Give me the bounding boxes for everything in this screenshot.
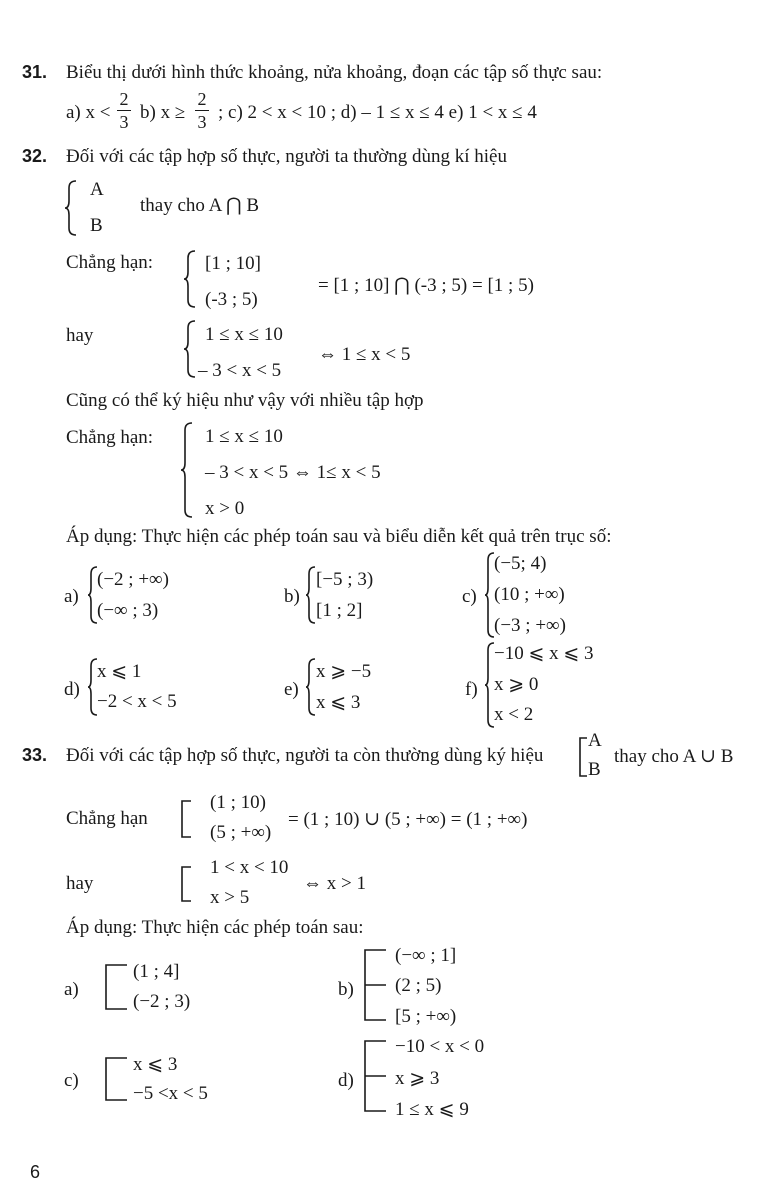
problem-b-label: b)	[284, 586, 300, 607]
union-bracket-icon	[104, 1057, 128, 1101]
problem-a-line-1: (−2 ; +∞)	[97, 569, 169, 590]
exercise-31-b: b) x ≥	[140, 102, 186, 123]
example-label-2: Chẳng hạn:	[66, 427, 154, 448]
union-bracket-icon	[578, 737, 588, 777]
problem-e-label: e)	[284, 679, 299, 700]
union-example-label: Chẳng hạn	[66, 808, 148, 829]
union-bracket-icon	[180, 800, 192, 838]
union-bracket-icon	[104, 964, 128, 1010]
notation-a: A	[90, 179, 104, 200]
problem-d-label: d)	[64, 679, 80, 700]
example-2-line-2: – 3 < x < 5	[198, 360, 282, 381]
page-number: 6	[30, 1162, 41, 1182]
example-3-line-1: 1 ≤ x ≤ 10	[205, 426, 283, 447]
exercise-33-text: Đối với các tập hợp số thực, người ta còn thường dùng ký hiệu	[66, 745, 544, 766]
example-3-line-3: x > 0	[205, 498, 245, 519]
example-label: Chẳng hạn:	[66, 252, 154, 273]
intersection-brace-icon	[183, 320, 197, 378]
problem-d-line-2: −2 < x < 5	[97, 691, 177, 712]
example-2-result: ⇔ 1 ≤ x < 5	[318, 344, 411, 365]
problem-e-line-1: x ⩾ −5	[316, 661, 372, 682]
apply-text: Áp dụng: Thực hiện các phép toán sau và biểu diễn kết quả trên trục số:	[66, 526, 612, 547]
intersection-brace-icon	[64, 180, 78, 236]
problem-b-line-1: [−5 ; 3)	[316, 569, 374, 590]
union-example-1-line-2: (5 ; +∞)	[210, 822, 272, 843]
problem-c-line-2: (10 ; +∞)	[494, 584, 565, 605]
problem-b-line-2: [1 ; 2]	[316, 600, 363, 621]
problem-a-line-2: (−∞ ; 3)	[97, 600, 159, 621]
union-example-1-line-1: (1 ; 10)	[210, 792, 266, 813]
fraction-numerator: 2	[197, 89, 207, 109]
notation-description: thay cho A ⋂ B	[140, 195, 260, 216]
fraction-two-thirds-b	[195, 90, 209, 131]
multi-set-text: Cũng có thể ký hiệu như vậy với nhiều tập hợp	[66, 390, 424, 411]
exercise-31-number: 31.	[22, 62, 48, 82]
exercise-31-rest: ; c) 2 < x < 10 ; d) – 1 ≤ x ≤ 4 e) 1 < x ≤ 4	[218, 102, 537, 123]
fraction-two-thirds-a	[117, 90, 131, 131]
fraction-denominator: 3	[197, 112, 207, 132]
union-problem-d-label: d)	[338, 1070, 354, 1091]
union-problem-b-line-1: (−∞ ; 1]	[395, 945, 457, 966]
union-problem-b-line-2: (2 ; 5)	[395, 975, 442, 996]
example-2-line-1: 1 ≤ x ≤ 10	[205, 324, 283, 345]
intersection-brace-icon	[180, 422, 194, 518]
union-problem-b-label: b)	[338, 979, 354, 1000]
union-problem-a-line-1: (1 ; 4]	[133, 961, 180, 982]
union-apply-text: Áp dụng: Thực hiện các phép toán sau:	[66, 917, 364, 938]
union-example-1-result: = (1 ; 10) ∪ (5 ; +∞) = (1 ; +∞)	[288, 809, 528, 830]
example-3-line-2: – 3 < x < 5 ⇔ 1≤ x < 5	[205, 462, 381, 483]
union-problem-c-line-1: x ⩽ 3	[133, 1054, 178, 1075]
union-problem-d-line-3: 1 ≤ x ⩽ 9	[395, 1099, 469, 1120]
union-notation-description: thay cho A ∪ B	[614, 746, 734, 767]
union-problem-c-label: c)	[64, 1070, 79, 1091]
exercise-31-text: Biểu thị dưới hình thức khoảng, nửa khoảng, đoạn các tập số thực sau:	[66, 62, 603, 83]
exercise-33-number: 33.	[22, 745, 48, 765]
problem-f-label: f)	[465, 679, 478, 700]
problem-c-line-3: (−3 ; +∞)	[494, 615, 566, 636]
problem-d-line-1: x ⩽ 1	[97, 661, 142, 682]
problem-f-line-1: −10 ⩽ x ⩽ 3	[494, 643, 594, 664]
problem-c-line-1: (−5; 4)	[494, 553, 547, 574]
fraction-numerator: 2	[119, 89, 129, 109]
union-bracket-icon	[180, 866, 192, 902]
union-problem-d-line-1: −10 < x < 0	[395, 1036, 485, 1057]
union-notation-b: B	[588, 759, 601, 780]
union-example-2-result: ⇔ x > 1	[303, 873, 366, 894]
exercise-32-text: Đối với các tập hợp số thực, người ta thường dùng kí hiệu	[66, 146, 507, 167]
problem-e-line-2: x ⩽ 3	[316, 692, 361, 713]
union-example-2-line-1: 1 < x < 10	[210, 857, 289, 878]
union-problem-d-line-2: x ⩾ 3	[395, 1068, 440, 1089]
problem-a-label: a)	[64, 586, 79, 607]
exercise-31-a: a) x <	[66, 102, 111, 123]
union-problem-b-line-3: [5 ; +∞)	[395, 1006, 457, 1027]
exercise-32-number: 32.	[22, 146, 48, 166]
fraction-denominator: 3	[119, 112, 129, 132]
example-1-result: = [1 ; 10] ⋂ (-3 ; 5) = [1 ; 5)	[318, 275, 534, 296]
example-1-line-1: [1 ; 10]	[205, 253, 261, 274]
union-problem-a-line-2: (−2 ; 3)	[133, 991, 191, 1012]
problem-f-line-3: x < 2	[494, 704, 534, 725]
union-bracket-icon	[363, 1040, 387, 1112]
intersection-brace-icon	[183, 250, 197, 308]
union-example-2-line-2: x > 5	[210, 887, 250, 908]
notation-b: B	[90, 215, 103, 236]
problem-f-line-2: x ⩾ 0	[494, 674, 539, 695]
union-bracket-icon	[363, 949, 387, 1021]
problem-c-label: c)	[462, 586, 477, 607]
union-problem-a-label: a)	[64, 979, 79, 1000]
union-notation-a: A	[588, 730, 602, 751]
union-problem-c-line-2: −5 <x < 5	[133, 1083, 208, 1104]
union-hay-label: hay	[66, 873, 94, 894]
example-1-line-2: (-3 ; 5)	[205, 289, 258, 310]
hay-label: hay	[66, 325, 94, 346]
